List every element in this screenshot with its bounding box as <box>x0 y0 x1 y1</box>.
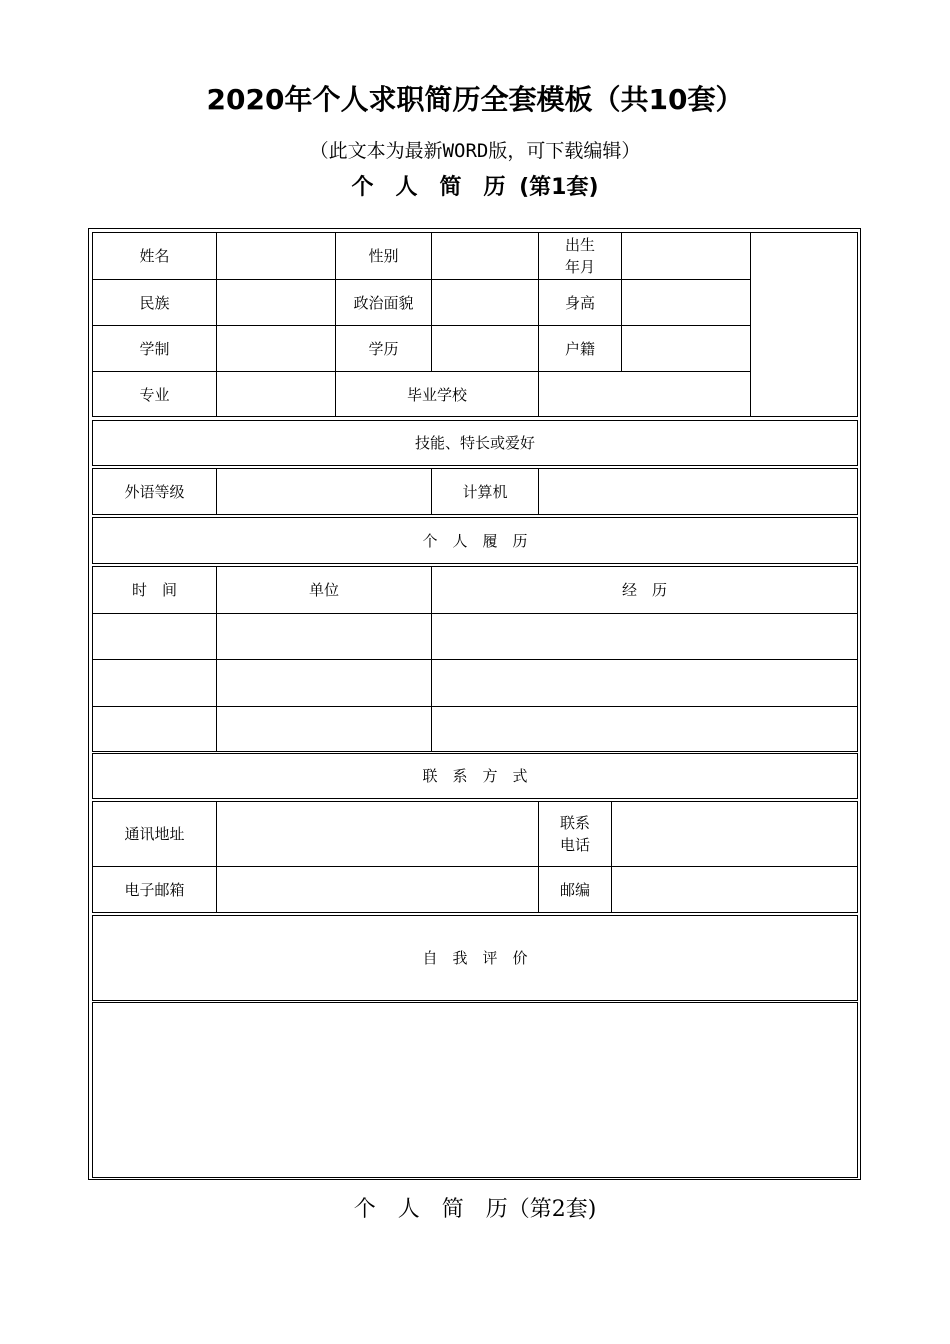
education-value[interactable] <box>432 326 538 371</box>
self-evaluation-header: 自 我 评 价 <box>422 949 528 967</box>
household-label: 户籍 <box>564 339 595 358</box>
history-col-experience: 经 历 <box>621 581 667 599</box>
computer-value[interactable] <box>539 469 857 514</box>
self-evaluation-section <box>92 915 858 1001</box>
phone-label-line-2: 电话 <box>559 836 590 854</box>
name-label: 姓名 <box>139 247 170 265</box>
major-label: 专业 <box>139 385 170 404</box>
gender-label: 性别 <box>368 247 399 265</box>
document-title: 2020年个人求职简历全套模板（共10套） <box>206 83 744 116</box>
history-row-2-unit[interactable] <box>217 660 431 706</box>
birth-label-line-2: 年月 <box>564 258 595 276</box>
birth-label-line-1: 出生 <box>564 236 595 254</box>
birth-label <box>539 233 621 279</box>
name-value[interactable] <box>217 233 335 279</box>
computer-label: 计算机 <box>462 482 508 501</box>
resume-set-1-title: 个 人 简 历 (第1套) <box>351 175 599 200</box>
postcode-label: 邮编 <box>559 880 590 899</box>
height-label: 身高 <box>564 293 595 312</box>
self-evaluation-content[interactable] <box>92 1002 858 1178</box>
language-computer-row <box>92 468 858 515</box>
major-value[interactable] <box>217 372 335 417</box>
birth-value[interactable] <box>622 233 750 279</box>
political-status-value[interactable] <box>432 280 538 325</box>
document-subtitle: （此文本为最新WORD版，可下载编辑） <box>309 140 641 162</box>
history-row-1-time[interactable] <box>93 614 216 659</box>
history-header: 个 人 履 历 <box>422 531 528 550</box>
schooling-value[interactable] <box>217 326 335 371</box>
schooling-label: 学制 <box>139 339 170 358</box>
history-row-2-time[interactable] <box>93 660 216 706</box>
history-row-3-time[interactable] <box>93 707 216 751</box>
history-col-unit: 单位 <box>308 581 339 599</box>
history-row-1-unit[interactable] <box>217 614 431 659</box>
phone-value[interactable] <box>612 802 857 866</box>
language-level-value[interactable] <box>217 469 431 514</box>
address-label: 通讯地址 <box>124 825 185 843</box>
email-label: 电子邮箱 <box>124 880 185 899</box>
school-label: 毕业学校 <box>406 385 467 404</box>
skills-header: 技能、特长或爱好 <box>414 434 535 452</box>
language-level-label: 外语等级 <box>124 482 185 501</box>
gender-value[interactable] <box>432 233 538 279</box>
ethnicity-value[interactable] <box>217 280 335 325</box>
postcode-value[interactable] <box>612 867 857 912</box>
ethnicity-label: 民族 <box>139 293 170 312</box>
school-value[interactable] <box>539 372 750 417</box>
phone-label <box>539 802 611 866</box>
history-row-3-experience[interactable] <box>432 707 857 751</box>
height-value[interactable] <box>622 280 750 325</box>
history-table <box>92 566 858 752</box>
address-value[interactable] <box>217 802 538 866</box>
resume-form <box>88 228 861 1180</box>
skills-section <box>92 420 858 466</box>
history-row-3-unit[interactable] <box>217 707 431 751</box>
history-row-2-experience[interactable] <box>432 660 857 706</box>
household-value[interactable] <box>622 326 750 371</box>
photo-area[interactable] <box>751 233 857 417</box>
political-status-label: 政治面貌 <box>353 293 414 312</box>
email-value[interactable] <box>217 867 538 912</box>
resume-set-2-title: 个 人 简 历（第2套) <box>353 1197 597 1222</box>
contact-header: 联 系 方 式 <box>422 767 528 785</box>
contact-table <box>92 801 858 913</box>
phone-label-line-1: 联系 <box>559 814 590 832</box>
history-col-time: 时 间 <box>131 581 177 599</box>
history-row-1-experience[interactable] <box>432 614 857 659</box>
education-label: 学历 <box>368 339 399 358</box>
basic-info-block <box>92 232 858 417</box>
history-section <box>92 517 858 564</box>
contact-section <box>92 753 858 799</box>
